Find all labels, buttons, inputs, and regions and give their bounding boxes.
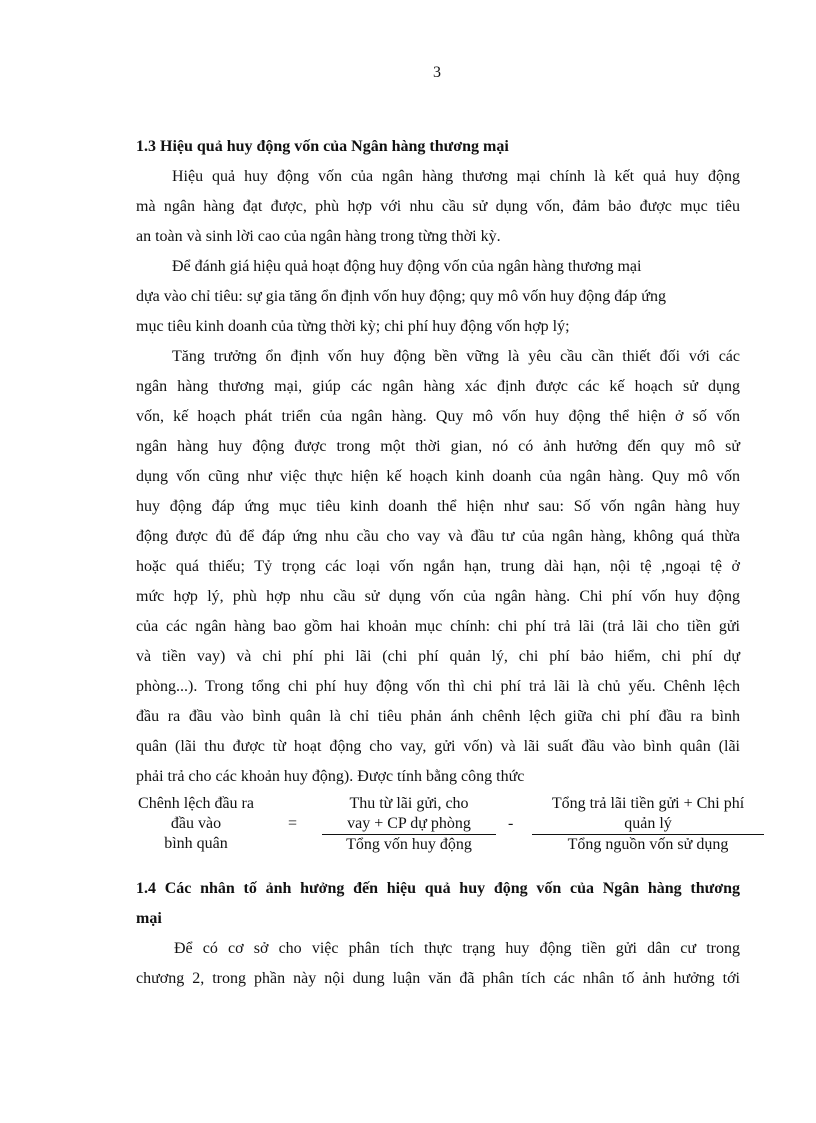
paragraph-1 (136, 162, 740, 252)
fraction-1-numerator-line: vay + CP dự phòng (347, 815, 471, 832)
fraction-1-denominator: Tổng vốn huy động (346, 836, 472, 853)
formula-fraction-2 (532, 794, 764, 855)
section-1-4 (136, 874, 740, 994)
paragraph-line: Tăng trưởng ổn định vốn huy động bền vững là yêu cầu cần thiết đối với các (172, 348, 740, 365)
paragraph-line: và tiền vay) và chi phí phi lãi (chi phí quản lý, chi phí bảo hiểm, chi phí dự (136, 648, 740, 665)
paragraph-2 (136, 252, 740, 342)
paragraph-line: chương 2, trong phần này nội dung luận văn đã phân tích các nhân tố ảnh hưởng tới (136, 970, 740, 987)
fraction-2-numerator (532, 794, 764, 835)
formula-fraction-1 (322, 794, 496, 855)
formula-lhs-line: Chênh lệch đầu ra (138, 795, 254, 812)
fraction-2-denominator: Tổng nguồn vốn sử dụng (567, 836, 729, 853)
paragraph-line: đầu ra đầu vào bình quân là chỉ tiêu phản ánh chênh lệch giữa chi phí đầu ra bình (136, 708, 740, 725)
formula-lhs-line: đầu vào (170, 815, 222, 832)
paragraph-line: phòng...). Trong tổng chi phí huy động vốn thì chi phí trả lãi là chủ yếu. Chênh lệch (136, 678, 740, 695)
paragraph-3 (136, 342, 740, 792)
paragraph-line: Để có cơ sở cho việc phân tích thực trạng huy động tiền gửi dân cư trong (174, 940, 740, 957)
paragraph-line: ngân hàng huy động được trong một thời gian, nó có ảnh hưởng đến quy mô sử (136, 438, 740, 455)
page-number: 3 (433, 64, 441, 81)
paragraph-line: huy động đáp ứng mục tiêu kinh doanh thể hiện như sau: Số vốn ngân hàng huy (136, 498, 740, 515)
paragraph-line: mục tiêu kinh doanh của từng thời kỳ; chi phí huy động vốn hợp lý; (136, 318, 570, 335)
formula (136, 794, 745, 864)
paragraph-line: quân (lãi thu được từ hoạt động cho vay, gửi vốn) và lãi suất đầu vào bình quân (lãi (136, 738, 740, 755)
paragraph-line: động được đủ để đáp ứng nhu cầu cho vay và đầu tư của ngân hàng, không quá thừa (136, 528, 740, 545)
formula-equals: = (288, 815, 298, 832)
fraction-1-numerator-line: Thu từ lãi gửi, cho (349, 795, 469, 812)
fraction-1-numerator (322, 794, 496, 835)
fraction-2-numerator-line: quản lý (624, 815, 672, 832)
paragraph-line: hoặc quá thiếu; Tỷ trọng các loại vốn ngắn hạn, trung dài hạn, nội tệ ,ngoại tệ ở (136, 558, 740, 575)
fraction-2-numerator-line: Tổng trả lãi tiền gửi + Chi phí (551, 795, 745, 812)
formula-lhs (126, 794, 266, 854)
paragraph-line: mà ngân hàng đạt được, phù hợp với nhu cầu sử dụng vốn, đảm bảo được mục tiêu (136, 198, 740, 215)
section-1-4-heading-line: 1.4 Các nhân tố ảnh hưởng đến hiệu quả huy động vốn của Ngân hàng thương (136, 880, 740, 897)
formula-minus: - (508, 815, 514, 832)
section-1-4-heading-line: mại (136, 910, 162, 927)
document-body (136, 132, 745, 994)
paragraph-line: Để đánh giá hiệu quả hoạt động huy động vốn của ngân hàng thương mại (172, 258, 642, 275)
section-1-3-heading: 1.3 Hiệu quả huy động vốn của Ngân hàng thương mại (136, 138, 509, 155)
paragraph-line: an toàn và sinh lời cao của ngân hàng trong từng thời kỳ. (136, 228, 501, 245)
paragraph-line: dựa vào chỉ tiêu: sự gia tăng ổn định vốn huy động; quy mô vốn huy động đáp ứng (136, 288, 666, 305)
paragraph-line: dụng vốn cũng như việc thực hiện kế hoạch kinh doanh của ngân hàng. Quy mô vốn (136, 468, 740, 485)
formula-lhs-line: bình quân (164, 835, 228, 852)
paragraph-line: phải trả cho các khoản huy động). Được tính bằng công thức (136, 768, 525, 785)
paragraph-line: Hiệu quả huy động vốn của ngân hàng thương mại chính là kết quả huy động (172, 168, 740, 185)
paragraph-line: của các ngân hàng bao gồm hai khoản mục chính: chi phí trả lãi (trả lãi cho tiền gửi (136, 618, 740, 635)
paragraph-line: ngân hàng thương mại, giúp các ngân hàng xác định được các kế hoạch sử dụng (136, 378, 740, 395)
paragraph-line: vốn, kế hoạch phát triển của ngân hàng. Quy mô vốn huy động thể hiện ở số vốn (136, 408, 740, 425)
paragraph-line: mức hợp lý, phù hợp nhu cầu sử dụng vốn của ngân hàng. Chi phí vốn huy động (136, 588, 740, 605)
